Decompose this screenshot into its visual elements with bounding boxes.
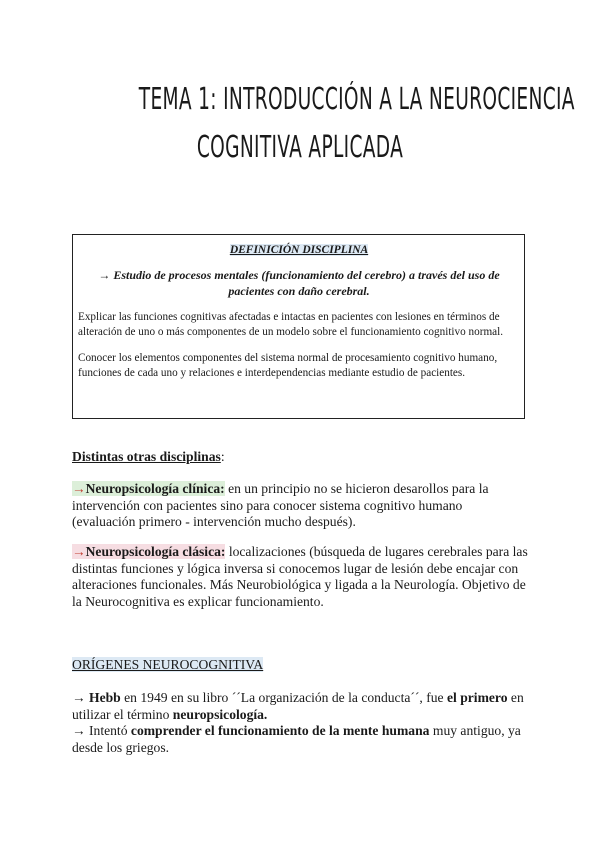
clinical-label: Neuropsicología clínica:	[85, 481, 225, 496]
arrow-icon: →	[72, 544, 86, 559]
arrow-icon: →	[72, 481, 86, 496]
origins-line-2-bold: comprender el funcionamiento de la mente humana	[130, 723, 430, 738]
classic-text: localizaciones (búsqueda de lugares cerebrales para las distintas funciones y lógica inversa si conocemos lugar de lesión debe encajar con alteraciones funcionales. Más Neurobiológica y ligada a la Neurología. Objetivo de la Neurocognitiva es explicar funcionamiento.	[72, 544, 528, 609]
definition-box	[72, 234, 525, 419]
clinical-label-highlight	[72, 481, 225, 496]
disciplines-heading-colon: :	[220, 449, 225, 464]
title-line-2: COGNITIVA APLICADA	[196, 130, 404, 165]
origins-line-2-text-a: Intentó	[89, 723, 131, 738]
origins-heading-highlight	[72, 657, 263, 672]
origins-paragraph	[72, 690, 528, 756]
origins-heading-text: ORÍGENES NEUROCOGNITIVA	[72, 657, 264, 672]
classic-label-highlight	[72, 544, 225, 559]
origins-line-1-text-b: en utilizar el término	[72, 690, 524, 722]
origins-line-1-bold-b: neuropsicología.	[172, 706, 268, 722]
origins-line-2	[72, 723, 528, 756]
origins-heading	[72, 657, 528, 674]
definition-paragraph-1: Explicar las funciones cognitivas afectadas e intactas en pacientes con lesiones en términos de alteración de uno o más componentes de un modelo sobre el funcionamiento cognitivo normal.	[78, 311, 504, 338]
hebb-name: Hebb	[89, 690, 121, 705]
definition-subtitle: → Estudio de procesos mentales (funcionamiento del cerebro) a través del uso de pacientes con daño cerebral.	[98, 268, 500, 298]
page-title	[138, 76, 575, 172]
clinical-text: en un principio no se hicieron desarollos para la intervención con pacientes sino para conocer sistema cognitivo humano (evaluación primero - intervención mucho después).	[72, 481, 489, 529]
origins-line-1	[72, 690, 528, 723]
classic-label: Neuropsicología clásica:	[85, 544, 226, 559]
origins-line-1-bold-a: el primero	[446, 690, 508, 705]
definition-heading-text: DEFINICIÓN DISCIPLINA	[229, 244, 369, 256]
arrow-icon: →	[72, 690, 89, 705]
origins-line-1-text-a: en 1949 en su libro ´´La organización de la conducta´´, fue	[120, 690, 447, 705]
arrow-icon: →	[72, 723, 89, 738]
clinical-paragraph	[72, 481, 528, 531]
disciplines-heading	[72, 449, 528, 466]
disciplines-heading-text: Distintas otras disciplinas	[72, 449, 221, 464]
origins-line-2-text-b: muy antiguo, ya desde los griegos.	[72, 723, 521, 755]
definition-paragraph-2: Conocer los elementos componentes del sistema normal de procesamiento cognitivo humano, funciones de cada uno y relaciones e interdependencias mediante estudio de pacientes.	[78, 352, 498, 379]
classic-paragraph	[72, 544, 528, 610]
title-line-1: TEMA 1: INTRODUCCIÓN A LA NEUROCIENCIA	[138, 82, 575, 117]
definition-heading	[78, 243, 520, 258]
